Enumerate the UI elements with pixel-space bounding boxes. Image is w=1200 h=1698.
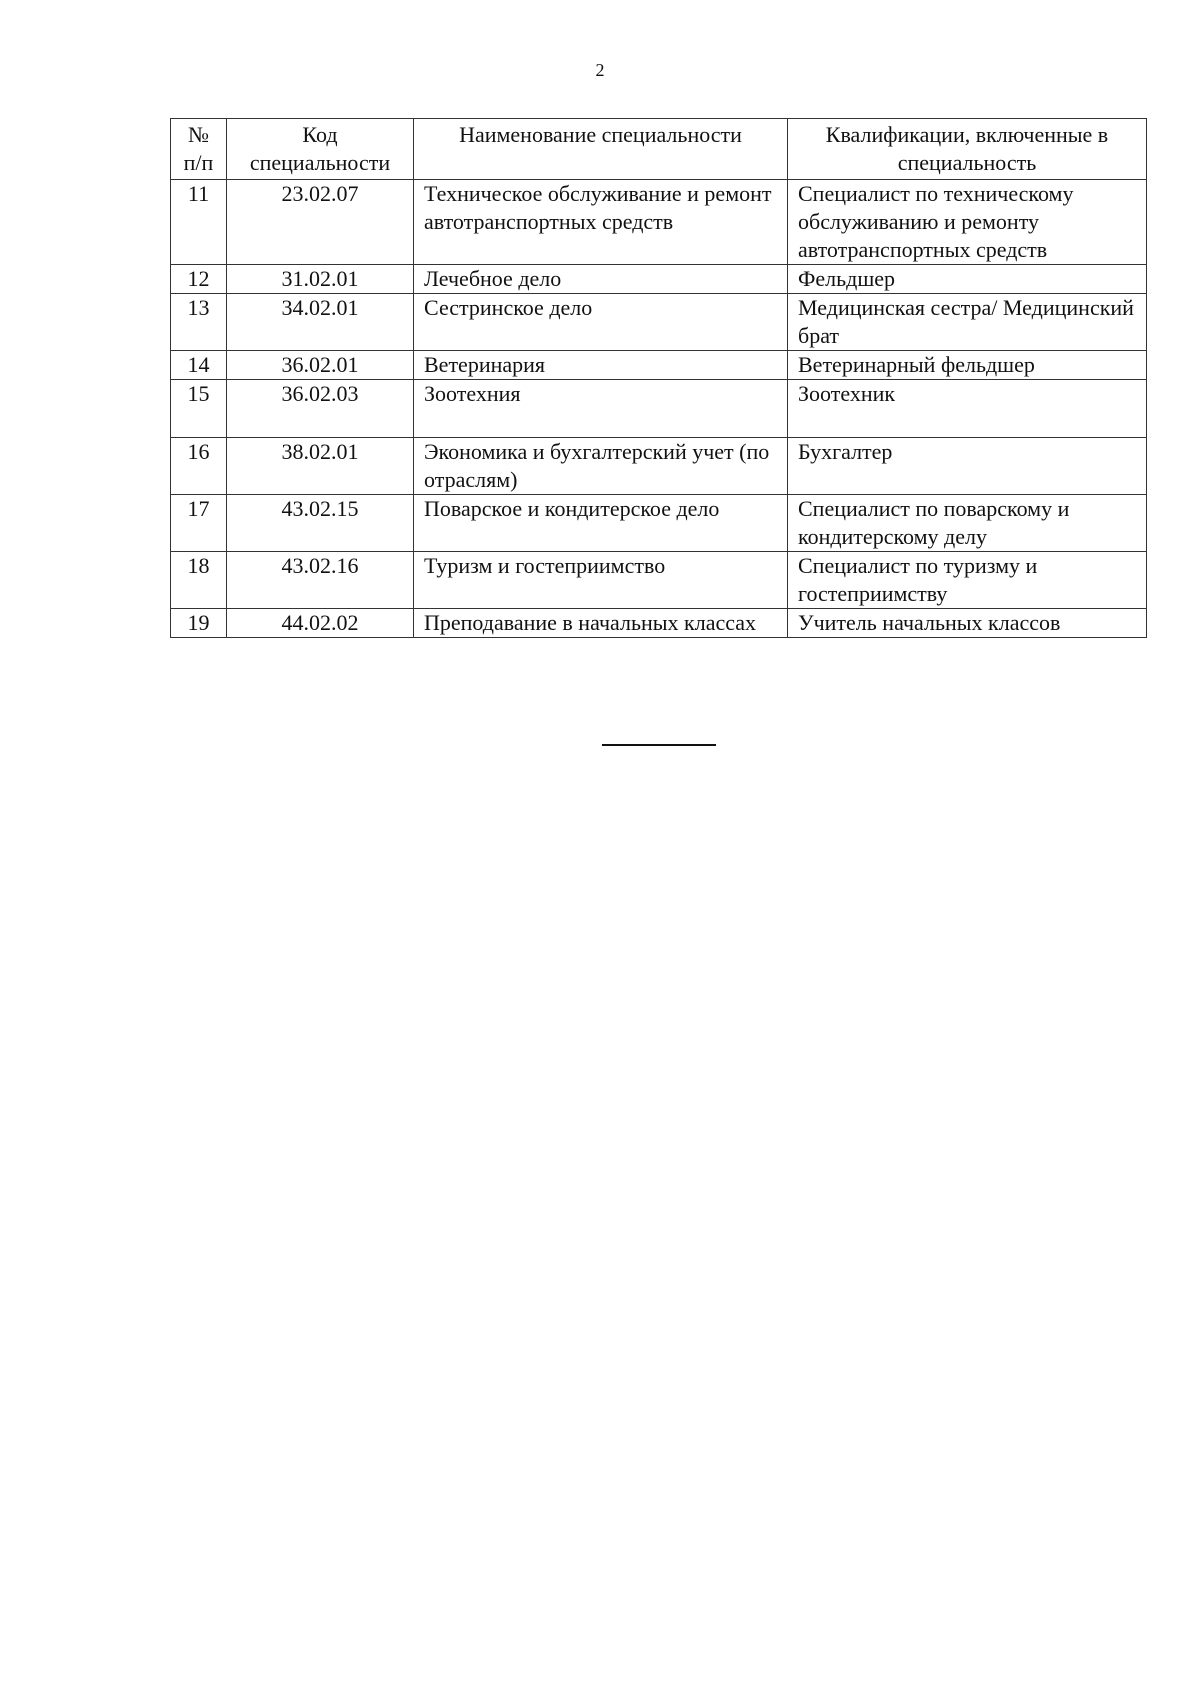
row-specialty-name: Зоотехния <box>414 380 788 438</box>
row-qualification: Зоотехник <box>788 380 1147 438</box>
page-number: 2 <box>595 60 605 80</box>
row-number: 15 <box>171 380 227 438</box>
row-code: 38.02.01 <box>227 438 414 495</box>
row-code: 43.02.15 <box>227 495 414 552</box>
row-specialty-name: Техническое обслуживание и ремонт автотранспортных средств <box>414 180 788 265</box>
header-code: Код специальности <box>227 119 414 180</box>
table-row <box>171 609 1147 638</box>
table-row <box>171 351 1147 380</box>
table-row <box>171 265 1147 294</box>
row-specialty-name: Поварское и кондитерское дело <box>414 495 788 552</box>
row-specialty-name: Туризм и гостеприимство <box>414 552 788 609</box>
header-number-line2: п/п <box>183 150 214 175</box>
row-number: 16 <box>171 438 227 495</box>
row-number: 11 <box>171 180 227 265</box>
row-number: 18 <box>171 552 227 609</box>
row-number: 14 <box>171 351 227 380</box>
table-row <box>171 180 1147 265</box>
row-qualification: Специалист по туризму и гостеприимству <box>788 552 1147 609</box>
row-code: 44.02.02 <box>227 609 414 638</box>
row-code: 36.02.03 <box>227 380 414 438</box>
table-row <box>171 552 1147 609</box>
row-qualification: Учитель начальных классов <box>788 609 1147 638</box>
specialty-table <box>170 118 1147 638</box>
row-code: 31.02.01 <box>227 265 414 294</box>
header-number <box>171 119 227 180</box>
row-qualification: Фельдшер <box>788 265 1147 294</box>
row-specialty-name: Ветеринария <box>414 351 788 380</box>
row-qualification: Специалист по поварскому и кондитерскому делу <box>788 495 1147 552</box>
table-row <box>171 380 1147 438</box>
row-qualification: Специалист по техническому обслуживанию и ремонту автотранспортных средств <box>788 180 1147 265</box>
row-code: 43.02.16 <box>227 552 414 609</box>
header-name: Наименование специальности <box>414 119 788 180</box>
row-specialty-name: Сестринское дело <box>414 294 788 351</box>
row-number: 19 <box>171 609 227 638</box>
row-specialty-name: Лечебное дело <box>414 265 788 294</box>
table-row <box>171 495 1147 552</box>
header-qualification: Квалификации, включенные в специальность <box>788 119 1147 180</box>
row-number: 12 <box>171 265 227 294</box>
row-specialty-name: Преподавание в начальных классах <box>414 609 788 638</box>
table-row <box>171 294 1147 351</box>
row-code: 34.02.01 <box>227 294 414 351</box>
row-qualification: Ветеринарный фельдшер <box>788 351 1147 380</box>
row-code: 23.02.07 <box>227 180 414 265</box>
row-number: 13 <box>171 294 227 351</box>
table-row <box>171 438 1147 495</box>
row-number: 17 <box>171 495 227 552</box>
row-qualification: Медицинская сестра/ Медицинский брат <box>788 294 1147 351</box>
table-header-row <box>171 119 1147 180</box>
header-number-line1: № <box>188 122 209 147</box>
row-code: 36.02.01 <box>227 351 414 380</box>
end-of-document-rule <box>602 744 716 746</box>
row-specialty-name: Экономика и бухгалтерский учет (по отраслям) <box>414 438 788 495</box>
row-qualification: Бухгалтер <box>788 438 1147 495</box>
